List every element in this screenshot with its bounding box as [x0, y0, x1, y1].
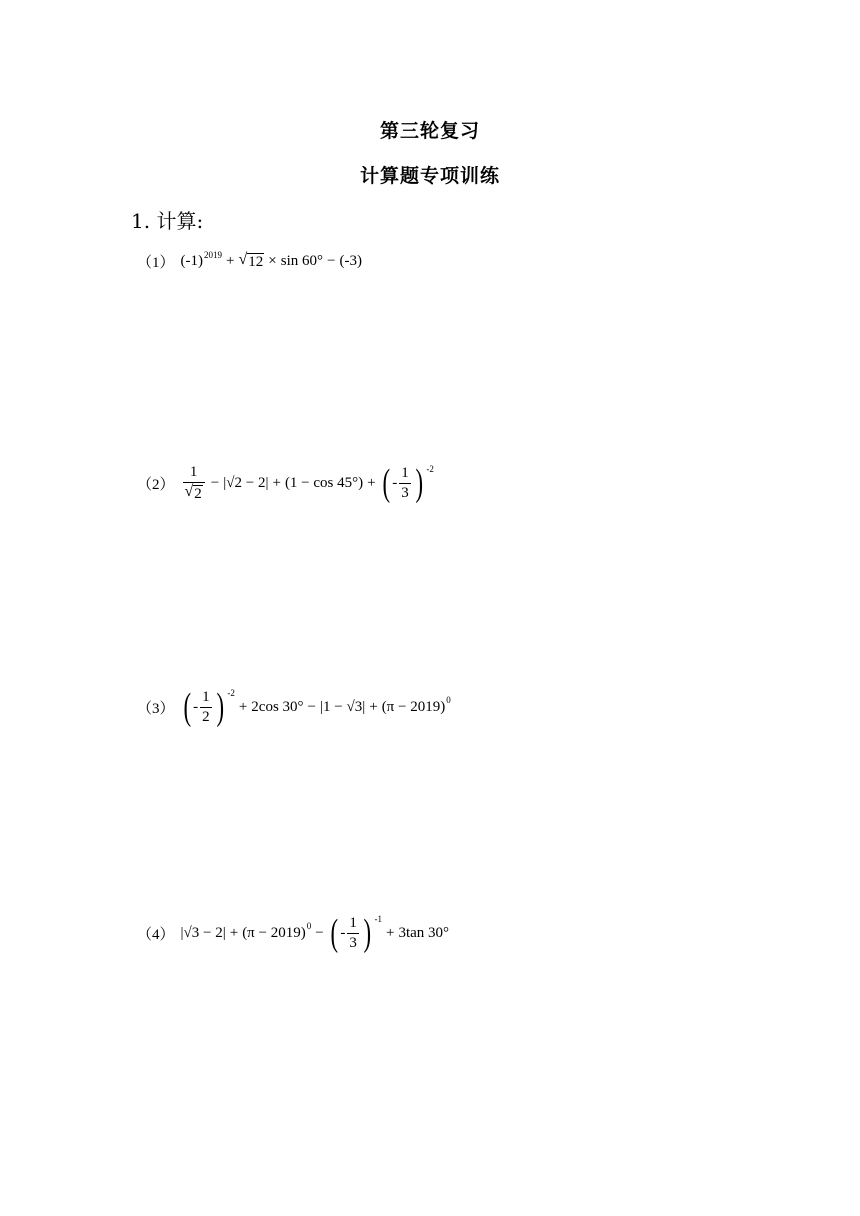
radical-sign: √ [238, 251, 248, 269]
left-paren: ( [330, 912, 338, 954]
radicand: 2 [194, 485, 202, 502]
problem-number: （1） [137, 255, 175, 271]
term: 2cos 30° [251, 698, 304, 715]
right-paren: ) [415, 462, 423, 504]
operator: + [238, 698, 248, 715]
problem-4 [137, 914, 449, 952]
document-title: 第三轮复习 [379, 120, 480, 142]
operator: + [272, 474, 281, 491]
problem-number: （3） [137, 700, 175, 717]
problem-number: （4） [137, 926, 175, 943]
sign: - [340, 924, 346, 941]
term: 3tan 30° [398, 924, 450, 941]
exponent: 0 [306, 921, 312, 931]
exponent: 0 [446, 695, 451, 705]
sign: - [392, 474, 398, 491]
problem-expression [181, 688, 451, 726]
problem-expression [181, 914, 450, 952]
term: (-1) [180, 253, 204, 269]
term: |1 − √3| [320, 698, 366, 715]
exponent: 2019 [204, 249, 223, 260]
fraction [399, 465, 411, 501]
operator: − [307, 698, 317, 715]
problem-2 [137, 464, 434, 502]
operator: − [210, 474, 220, 491]
problem-number: （2） [137, 476, 175, 493]
operator: + [386, 924, 395, 941]
exponent: -2 [426, 464, 434, 474]
problem-1 [137, 251, 362, 272]
problem-expression [181, 464, 434, 502]
term: (π − 2019) [381, 698, 446, 715]
operator: − [327, 253, 336, 269]
term: |√3 − 2| [180, 924, 226, 941]
fraction [183, 464, 205, 502]
term: (-3) [339, 253, 362, 269]
fraction [347, 915, 359, 951]
operator: + [226, 253, 235, 269]
numerator: 1 [202, 689, 210, 705]
exponent: -2 [227, 688, 235, 698]
term: (π − 2019) [242, 924, 306, 941]
operator: × [268, 253, 277, 269]
numerator: 1 [189, 464, 198, 480]
operator: + [367, 474, 376, 491]
square-root [238, 252, 264, 271]
right-paren: ) [363, 912, 371, 954]
numerator: 1 [401, 465, 409, 481]
problem-expression [180, 249, 362, 271]
radical-sign: √ [184, 482, 194, 500]
term: (1 − cos 45°) [284, 474, 364, 491]
operator: − [315, 924, 324, 941]
denominator [183, 482, 205, 503]
radicand: 12 [248, 254, 264, 271]
denominator: 3 [349, 934, 357, 951]
term: |√2 − 2| [223, 474, 269, 491]
left-paren: ( [382, 462, 390, 504]
left-paren: ( [183, 686, 191, 728]
fraction [200, 689, 212, 725]
sign: - [193, 698, 199, 715]
numerator: 1 [349, 915, 357, 931]
document-subtitle: 计算题专项训练 [359, 165, 500, 187]
denominator: 3 [401, 484, 409, 501]
operator: + [369, 698, 378, 715]
question-heading: 1. 计算: [131, 209, 204, 233]
denominator: 2 [202, 708, 210, 725]
term: sin 60° [280, 253, 323, 269]
operator: + [229, 924, 239, 941]
right-paren: ) [216, 686, 224, 728]
problem-3 [137, 688, 451, 726]
exponent: -1 [374, 914, 382, 924]
